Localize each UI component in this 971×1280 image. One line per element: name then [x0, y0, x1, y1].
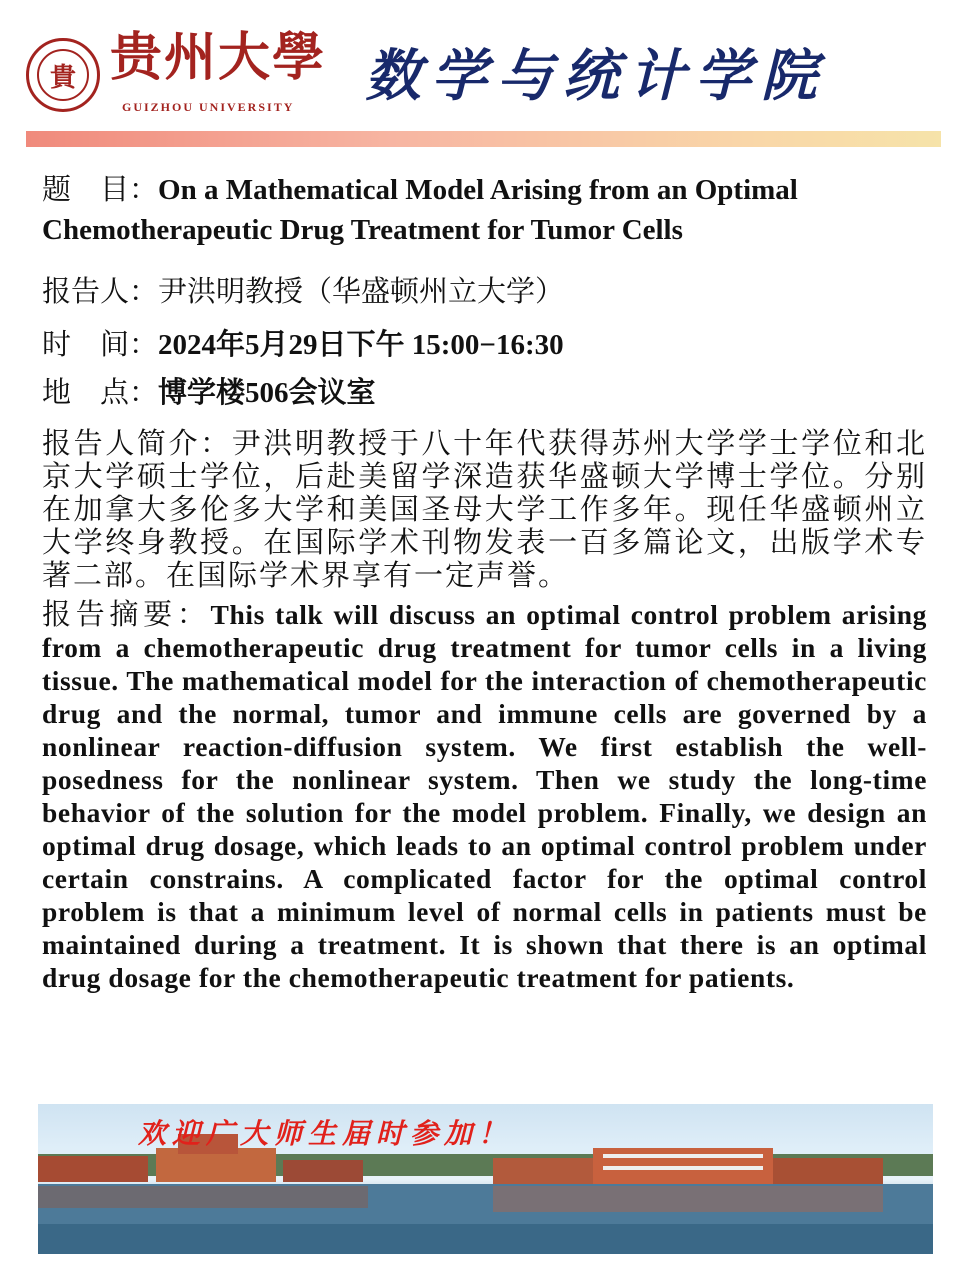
- talk-abstract: [42, 598, 927, 994]
- building-window-band: [603, 1154, 763, 1158]
- speaker-row: [42, 272, 927, 311]
- talk-title-row: [42, 170, 927, 250]
- talk-place: 博学楼506会议室: [158, 377, 376, 409]
- speaker-name: 尹洪明教授（华盛顿州立大学）: [158, 274, 565, 308]
- university-name-en: GUIZHOU UNIVERSITY: [122, 100, 295, 114]
- header-divider-stripe: [26, 131, 941, 147]
- bio-text: 尹洪明教授于八十年代获得苏州大学学士学位和北京大学硕士学位，后赴美留学深造获华盛顿大学博士学位。分别在加拿大多伦多大学和美国圣母大学工作多年。现任华盛顿州立大学终身教授。在国际学术刊物发表一百多篇论文，出版学术专著二部。在国际学术界享有一定声誉。: [42, 426, 927, 592]
- bio-label: 报告人简介：: [42, 426, 232, 460]
- talk-title: On a Mathematical Model Arising from an Optimal Chemotherapeutic Drug Treatment for Tumor Cells: [42, 174, 798, 246]
- place-row: [42, 373, 927, 413]
- speaker-bio: [42, 427, 927, 592]
- seal-emblem: 貴: [37, 49, 89, 101]
- talk-time: 2024年5月29日下午 15:00−16:30: [158, 329, 564, 361]
- building-right-1: [493, 1158, 593, 1184]
- poster-header: [0, 0, 971, 150]
- reflection-left: [38, 1186, 368, 1208]
- time-row: [42, 325, 927, 365]
- abstract-label: 报告摘要：: [42, 597, 211, 631]
- building-right-2: [773, 1158, 883, 1184]
- building-left-1: [38, 1156, 148, 1182]
- building-left-3: [283, 1160, 363, 1182]
- university-name: 贵州大學: [110, 27, 327, 88]
- speaker-label: 报告人：: [42, 274, 159, 308]
- school-name: 数学与统计学院: [365, 44, 827, 109]
- reflection-right: [493, 1186, 883, 1212]
- university-seal-logo: [26, 38, 100, 112]
- campus-photo: [38, 1104, 933, 1254]
- welcome-message: 欢迎广大师生届时参加！: [138, 1117, 513, 1150]
- building-window-band-2: [603, 1166, 763, 1170]
- abstract-text: This talk will discuss an optimal control problem arising from a chemotherapeutic drug treatment for tumor cells in a living tissue. The mathematical model for the interaction of chemotherapeutic drug and the normal, tumor and immune cells are governed by a nonlinear reaction-diffusion system. We first establish the well-posedness for the nonlinear system. Then we study the long-time behavior of the solution for the model problem. Finally, we design an optimal drug dosage, which leads to an optimal control problem under certain constrains. A complicated factor for the optimal control problem is that a minimum level of normal cells in patients must be maintained during a treatment. It is shown that there is an optimal drug dosage for the chemotherapeutic treatment for patients.: [42, 599, 927, 993]
- place-label: 地 点：: [42, 375, 159, 409]
- time-label: 时 间：: [42, 327, 159, 361]
- talk-details: [42, 168, 927, 994]
- lake-foreground: [38, 1224, 933, 1254]
- title-label: 题 目：: [42, 172, 159, 206]
